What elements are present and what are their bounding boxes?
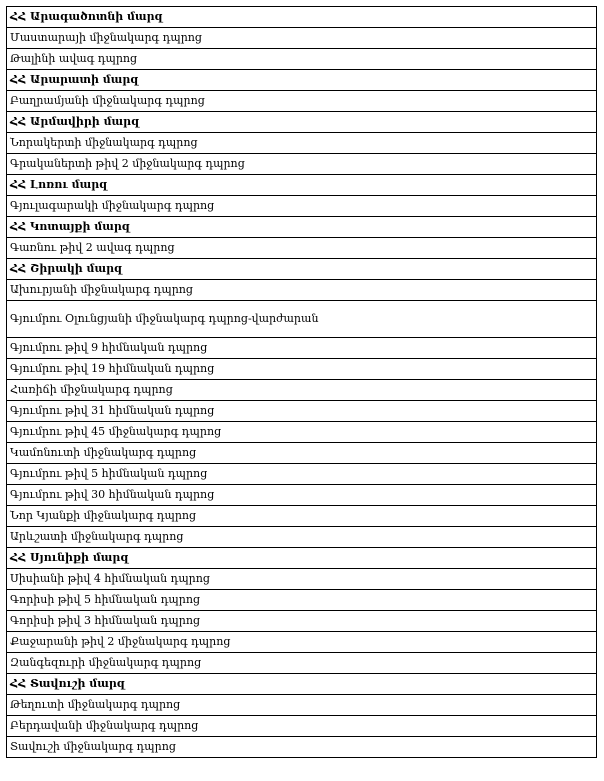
school-row	[7, 569, 597, 590]
region-name-cell	[7, 259, 597, 280]
region-name: ՀՀ Արմավիրի մարզ	[10, 115, 140, 128]
school-table	[6, 6, 597, 758]
school-row	[7, 196, 597, 217]
school-name-cell	[7, 632, 597, 653]
school-row	[7, 695, 597, 716]
school-name-cell	[7, 485, 597, 506]
school-name: Մաստարայի միջնակարգ դպրոց	[10, 31, 202, 44]
school-row	[7, 611, 597, 632]
school-row	[7, 301, 597, 338]
region-name-cell	[7, 175, 597, 196]
school-name-cell	[7, 28, 597, 49]
school-table-body	[7, 7, 597, 758]
school-row	[7, 280, 597, 301]
school-row	[7, 238, 597, 259]
school-row	[7, 133, 597, 154]
region-header-row	[7, 175, 597, 196]
region-name-cell	[7, 70, 597, 91]
school-list-document	[6, 6, 597, 758]
region-name: ՀՀ Սյունիքի մարզ	[10, 551, 129, 564]
school-row	[7, 632, 597, 653]
school-row	[7, 338, 597, 359]
school-name: Արևշատի միջնակարգ դպրոց	[10, 530, 184, 543]
school-name: Գյումրու թիվ 31 հիմնական դպրոց	[10, 404, 215, 417]
school-name: Բերդավանի միջնակարգ դպրոց	[10, 719, 199, 732]
region-name: ՀՀ Արագածոտնի մարզ	[10, 10, 163, 23]
school-name-cell	[7, 527, 597, 548]
school-name: Տավուշի միջնակարգ դպրոց	[10, 740, 176, 753]
school-name-cell	[7, 49, 597, 70]
school-name: Գրականերտի թիվ 2 միջնակարգ դպրոց	[10, 157, 245, 170]
school-row	[7, 485, 597, 506]
region-header-row	[7, 112, 597, 133]
region-header-row	[7, 70, 597, 91]
school-row	[7, 737, 597, 758]
school-row	[7, 49, 597, 70]
region-name-cell	[7, 217, 597, 238]
school-name-cell	[7, 464, 597, 485]
school-name: Նորակերտի միջնակարգ դպրոց	[10, 136, 198, 149]
region-name: ՀՀ Կոտայքի մարզ	[10, 220, 130, 233]
region-name-cell	[7, 112, 597, 133]
school-name-cell	[7, 154, 597, 175]
school-name: Գառնու թիվ 2 ավագ դպրոց	[10, 241, 175, 254]
school-row	[7, 527, 597, 548]
school-name: Գորիսի թիվ 3 հիմնական դպրոց	[10, 614, 201, 627]
region-name: ՀՀ Տավուշի մարզ	[10, 677, 125, 690]
school-name: Գյումրու թիվ 45 միջնակարգ դպրոց	[10, 425, 222, 438]
region-header-row	[7, 7, 597, 28]
school-name-cell	[7, 506, 597, 527]
school-row	[7, 359, 597, 380]
school-name-cell	[7, 280, 597, 301]
school-name: Բաղրամյանի միջնակարգ դպրոց	[10, 94, 205, 107]
school-name-cell	[7, 569, 597, 590]
school-name-cell	[7, 338, 597, 359]
school-row	[7, 154, 597, 175]
school-name: Քաջարանի թիվ 2 միջնակարգ դպրոց	[10, 635, 231, 648]
school-name-cell	[7, 737, 597, 758]
school-row	[7, 716, 597, 737]
school-name-cell	[7, 611, 597, 632]
school-name-cell	[7, 716, 597, 737]
region-header-row	[7, 674, 597, 695]
school-row	[7, 401, 597, 422]
school-name-cell	[7, 695, 597, 716]
school-name: Գորիսի թիվ 5 հիմնական դպրոց	[10, 593, 201, 606]
school-name: Թալինի ավագ դպրոց	[10, 52, 138, 65]
school-name: Գյումրու թիվ 5 հիմնական դպրոց	[10, 467, 208, 480]
school-name-cell	[7, 443, 597, 464]
school-name: Հառիճի միջնակարգ դպրոց	[10, 383, 173, 396]
school-name-cell	[7, 590, 597, 611]
school-name: Կամոնուտի միջնակարգ դպրոց	[10, 446, 197, 459]
school-name-cell	[7, 301, 597, 338]
school-name-cell	[7, 91, 597, 112]
school-row	[7, 506, 597, 527]
school-name: Սիսիանի թիվ 4 հիմնական դպրոց	[10, 572, 210, 585]
school-name-cell	[7, 422, 597, 443]
region-name-cell	[7, 7, 597, 28]
school-name: Նոր Կյանքի միջնակարգ դպրոց	[10, 509, 197, 522]
school-name: Գյուլագարակի միջնակարգ դպրոց	[10, 199, 215, 212]
school-row	[7, 380, 597, 401]
school-row	[7, 464, 597, 485]
school-name: Գյումրու թիվ 9 հիմնական դպրոց	[10, 341, 208, 354]
school-name-cell	[7, 401, 597, 422]
school-row	[7, 422, 597, 443]
school-name-cell	[7, 653, 597, 674]
school-name: Զանգեզուրի միջնակարգ դպրոց	[10, 656, 202, 669]
school-name-cell	[7, 238, 597, 259]
region-header-row	[7, 217, 597, 238]
school-name: Թեղուտի միջնակարգ դպրոց	[10, 698, 181, 711]
region-name-cell	[7, 674, 597, 695]
region-name-cell	[7, 548, 597, 569]
school-name-cell	[7, 380, 597, 401]
school-name: Գյումրու Օլունցյանի միջնակարգ դպրոց-վարժարան	[10, 312, 319, 325]
region-header-row	[7, 259, 597, 280]
school-name-cell	[7, 196, 597, 217]
region-name: ՀՀ Լոռու մարզ	[10, 178, 108, 191]
region-name: ՀՀ Շիրակի մարզ	[10, 262, 123, 275]
school-row	[7, 443, 597, 464]
school-row	[7, 28, 597, 49]
school-name-cell	[7, 359, 597, 380]
region-name: ՀՀ Արարատի մարզ	[10, 73, 139, 86]
school-row	[7, 91, 597, 112]
school-row	[7, 653, 597, 674]
school-name-cell	[7, 133, 597, 154]
school-name: Ախուրյանի միջնակարգ դպրոց	[10, 283, 193, 296]
region-header-row	[7, 548, 597, 569]
school-row	[7, 590, 597, 611]
school-name: Գյումրու թիվ 19 հիմնական դպրոց	[10, 362, 215, 375]
school-name: Գյումրու թիվ 30 հիմնական դպրոց	[10, 488, 215, 501]
